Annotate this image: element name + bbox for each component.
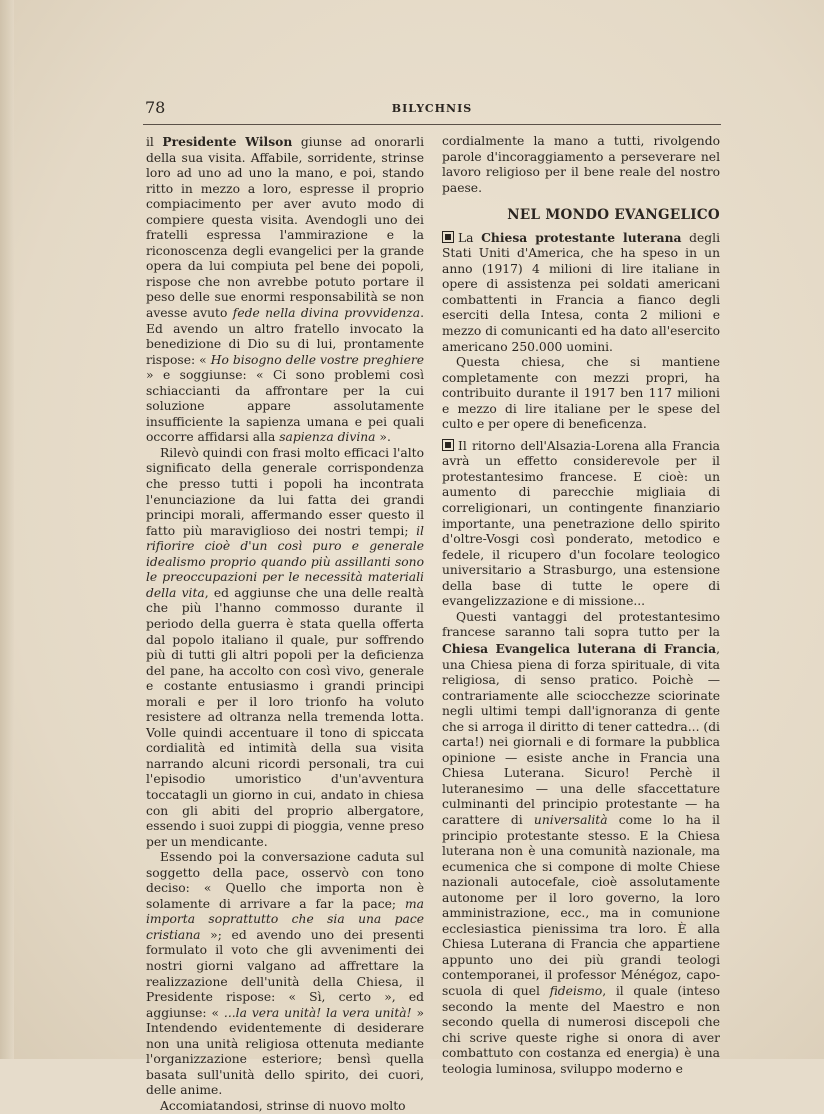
text-run: , ed aggiunse che una delle realtà che più l'hanno commosso durante il periodo della guerra è stata quella offerta dal popolo italiano il quale, pur soffrendo più di tutti gli altri popoli per la deficienza del pane, ha accolto con così vivo, generale e costante entusiasmo i grandi principi morali e per il loro trionfo ha voluto resistere ad oltranza nella tremenda lotta. Volle quindi accentuare il tono di spiccata cordialità ed intimità della sua visita narrando alcuni ricordi personali, tra cui l'episodio umoristico d'un'avventura toccatagli un giorno in cui, andato in chiesa con gli abiti del proprio albergatore, essendo i suoi zuppi di pioggia, venne preso per un mendicante. bbox=[146, 585, 424, 849]
text-run: » Intendendo evidentemente di desiderare non una unità religiosa ottenuta mediante l'organizzazione esteriore; bensì quella basata sull'unità dello spirito, dei cuori, delle anime. bbox=[146, 1005, 424, 1098]
left-column bbox=[146, 134, 424, 1114]
page-fold-shadow bbox=[0, 0, 14, 1059]
paragraph bbox=[146, 134, 424, 446]
text-run: Questi vantaggi del protestantesimo francese saranno tali sopra tutto per la bbox=[442, 609, 720, 640]
text-run: Rilevò quindi con frasi molto efficaci l'alto significato della generale corrispondenza che presso tutti i popoli ha incontrata l'enunciazione da lui fatta dei grandi principi morali, affermando esser questo il fatto più maraviglioso dei nostri tempi; bbox=[146, 445, 424, 538]
running-head: BILYCHNIS bbox=[391, 102, 473, 115]
text-run: come lo ha il principio protestante stesso. E la Chiesa luterana non è una comunità nazionale, ma ecumenica che si compone di molte Chiese nazionali autocefale, cioè assolutamente autonome per il loro governo, la loro amministrazione, ecc., ma in comunione ecclesiastica pienissima tra loro. È alla Chiesa Luterana di Francia che appartiene appunto uno dei più grandi teologi contemporanei, il professor Ménégoz, capo-scuola di quel bbox=[442, 812, 720, 998]
italic-text: Ho bisogno delle vostre preghiere bbox=[210, 352, 425, 367]
italic-text: sapienza divina bbox=[279, 430, 376, 445]
text-run: Accomiatandosi, strinse di nuovo molto bbox=[160, 1098, 406, 1113]
square-bullet-icon bbox=[442, 439, 454, 451]
bold-text: Presidente Wilson bbox=[162, 134, 293, 149]
paragraph bbox=[442, 355, 720, 433]
section-title: NEL MONDO EVANGELICO bbox=[507, 207, 720, 224]
paragraph bbox=[146, 446, 424, 850]
right-column bbox=[442, 134, 720, 1077]
news-item-text bbox=[442, 231, 720, 354]
text-run: »; ed avendo uno dei presenti formulato il voto che gli avvenimenti dei nostri giorni valgano ad affrettare la realizzazione dell'unità della Chiesa, il Presidente rispose: « Sì, certo », ed aggiunse: « bbox=[146, 927, 424, 1020]
italic-text: il rifiorire cioè d'un così puro e generale idealismo proprio quando più assillanti sono le preoccupazioni per le necessità materiali della vita bbox=[146, 523, 424, 600]
italic-text: fede nella divina provvidenza bbox=[232, 306, 421, 321]
text-run: Il ritorno dell'Alsazia-Lorena alla Francia avrà un effetto considerevole per il protestantesimo francese. E cioè: un aumento di parecchie migliaia di correligionari, un contingente finanziario importante, una penetrazione dello spirito d'oltre-Vosgi così ponderato, metodico e fedele, il ricupero d'un focolare teologico universitario a Strasburgo, una estensione della base di tutte le opere di evangelizzazione e di missione... bbox=[442, 438, 720, 609]
italic-text: ma importa soprattutto che sia una pace cristiana bbox=[146, 896, 424, 942]
paragraph bbox=[146, 1099, 424, 1114]
italic-text: ...la vera unità! la vera unità! bbox=[223, 1005, 412, 1020]
text-run: » e soggiunse: « Ci sono problemi così schiaccianti da affrontare per la cui soluzione appare assolutamente insufficiente la sapienza umana e pei quali occorre affidarsi alla bbox=[146, 368, 424, 445]
bold-text: Chiesa Evangelica luterana di Francia bbox=[442, 640, 717, 656]
text-run: , il quale (inteso secondo la mente del Maestro e non secondo quella di numerosi discepoli che chi scrive queste righe si onora di aver combattuto con costanza ed energia) è una teologia luminosa, sviluppo moderno e bbox=[442, 983, 720, 1076]
news-item bbox=[442, 439, 720, 610]
page-number: 78 bbox=[145, 98, 166, 117]
italic-text: universalità bbox=[533, 812, 608, 827]
text-run: La bbox=[458, 230, 482, 245]
news-item bbox=[442, 230, 720, 355]
paragraph bbox=[146, 850, 424, 1099]
paragraph bbox=[442, 610, 720, 1077]
text-run: . Ed avendo un altro fratello invocato la benedizione di Dio su di lui, prontamente rispose: « bbox=[146, 306, 424, 367]
text-run: , una Chiesa piena di forza spirituale, di vita religiosa, di senso pratico. Poichè — contrariamente alle sciocchezze sciorinate negli ultimi tempi dall'ignoranza di gente che si arroga il diritto di tener cattedra... (di carta!) nei giornali e di formare la pubblica opinione — esiste anche in Francia una Chiesa Luterana. Sicuro! Perchè il luteranesimo — una delle sfaccettature culminanti del principio protestante — ha carattere di bbox=[442, 641, 720, 827]
text-run: degli Stati Uniti d'America, che ha speso in un anno (1917) 4 milioni di lire italiane in opere di assistenza pei soldati americani combattenti in Francia a fianco degli eserciti della Intesa, conta 2 milioni e mezzo di comunicanti ed ha dato all'esercito americano 250.000 uomini. bbox=[442, 230, 721, 354]
text-run: il bbox=[146, 135, 163, 149]
text-run: cordialmente la mano a tutti, rivolgendo parole d'incoraggiamento a perseverare nel lavoro religioso per il bene reale del nostro paese. bbox=[442, 134, 720, 195]
text-run: Questa chiesa, che si mantiene completamente con mezzi propri, ha contribuito durante il 1917 ben 117 milioni e mezzo di lire italiane per le spese del culto e per opere di beneficenza. bbox=[442, 355, 720, 432]
text-run: ». bbox=[375, 430, 391, 445]
text-run: giunse ad onorarli della sua visita. Affabile, sorridente, strinse loro ad uno ad uno la mano, e poi, stando ritto in mezzo a loro, espresse il proprio compiacimento per aver avuto modo di compiere questa visita. Avendogli uno dei fratelli espressa l'ammirazione e la riconoscenza degli evangelici per la grande opera da lui compiuta pel bene dei popoli, rispose che non avrebbe potuto portare il peso delle sue enormi responsabilità se non avesse avuto bbox=[146, 135, 425, 321]
italic-text: fideismo bbox=[549, 983, 603, 998]
text-run: Essendo poi la conversazione caduta sul soggetto della pace, osservò con tono deciso: « Quello che importa non è solamente di arrivare a far la pace; bbox=[146, 850, 424, 911]
news-item-text bbox=[442, 439, 720, 608]
paragraph bbox=[442, 134, 720, 196]
page-header bbox=[143, 96, 721, 125]
bold-text: Chiesa protestante luterana bbox=[481, 229, 682, 245]
square-bullet-icon bbox=[442, 231, 454, 243]
